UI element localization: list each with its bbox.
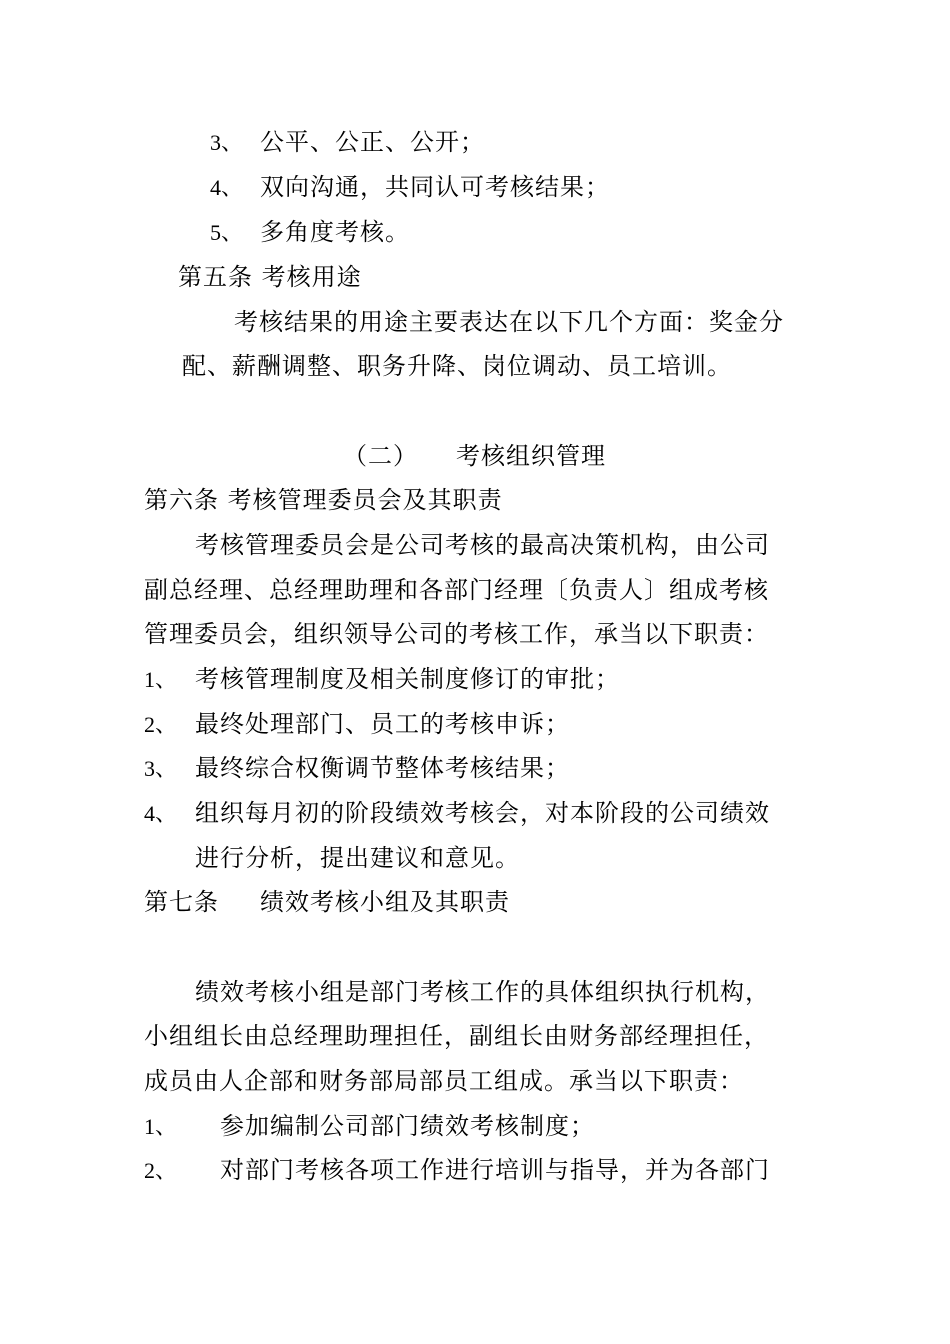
list-number: 4、 bbox=[144, 801, 178, 826]
list-item: 组织每月初的阶段绩效考核会，对本阶段的公司绩效 bbox=[195, 799, 770, 827]
paragraph-line: 考核管理委员会是公司考核的最高决策机构，由公司 bbox=[195, 531, 770, 559]
list-item: 公平、公正、公开； bbox=[260, 128, 485, 156]
list-number: 3、 bbox=[144, 756, 178, 781]
list-number: 1、 bbox=[144, 667, 178, 692]
list-number: 2、 bbox=[144, 712, 178, 737]
list-item: 双向沟通，共同认可考核结果； bbox=[260, 173, 610, 201]
list-number: 5、 bbox=[210, 220, 244, 245]
section-number: （二） bbox=[343, 442, 418, 470]
paragraph-line: 小组组长由总经理助理担任，副组长由财务部经理担任， bbox=[144, 1022, 769, 1050]
article-title: 第六条 考核管理委员会及其职责 bbox=[144, 486, 503, 514]
paragraph-line: 考核结果的用途主要表达在以下几个方面：奖金分 bbox=[234, 308, 784, 336]
paragraph-line: 副总经理、总经理助理和各部门经理〔负责人〕组成考核 bbox=[144, 576, 769, 604]
list-item: 对部门考核各项工作进行培训与指导，并为各部门 bbox=[220, 1156, 770, 1184]
list-item: 参加编制公司部门绩效考核制度； bbox=[220, 1112, 595, 1140]
paragraph-line: 配、薪酬调整、职务升降、岗位调动、员工培训。 bbox=[182, 352, 732, 380]
paragraph-line: 成员由人企部和财务部局部员工组成。承当以下职责： bbox=[144, 1067, 744, 1095]
article-number: 第七条 bbox=[144, 888, 219, 916]
list-item: 最终处理部门、员工的考核申诉； bbox=[195, 710, 570, 738]
article-title: 第五条 考核用途 bbox=[178, 263, 362, 291]
list-item: 多角度考核。 bbox=[260, 218, 410, 246]
list-number: 4、 bbox=[210, 175, 244, 200]
list-item-continuation: 进行分析，提出建议和意见。 bbox=[195, 844, 520, 872]
section-heading: 考核组织管理 bbox=[456, 442, 606, 470]
list-number: 2、 bbox=[144, 1158, 178, 1183]
paragraph-line: 绩效考核小组是部门考核工作的具体组织执行机构， bbox=[195, 978, 770, 1006]
paragraph-line: 管理委员会，组织领导公司的考核工作，承当以下职责： bbox=[144, 620, 769, 648]
list-number: 1、 bbox=[144, 1114, 178, 1139]
list-number: 3、 bbox=[210, 130, 244, 155]
list-item: 考核管理制度及相关制度修订的审批； bbox=[195, 665, 620, 693]
article-title: 绩效考核小组及其职责 bbox=[260, 888, 510, 916]
list-item: 最终综合权衡调节整体考核结果； bbox=[195, 754, 570, 782]
